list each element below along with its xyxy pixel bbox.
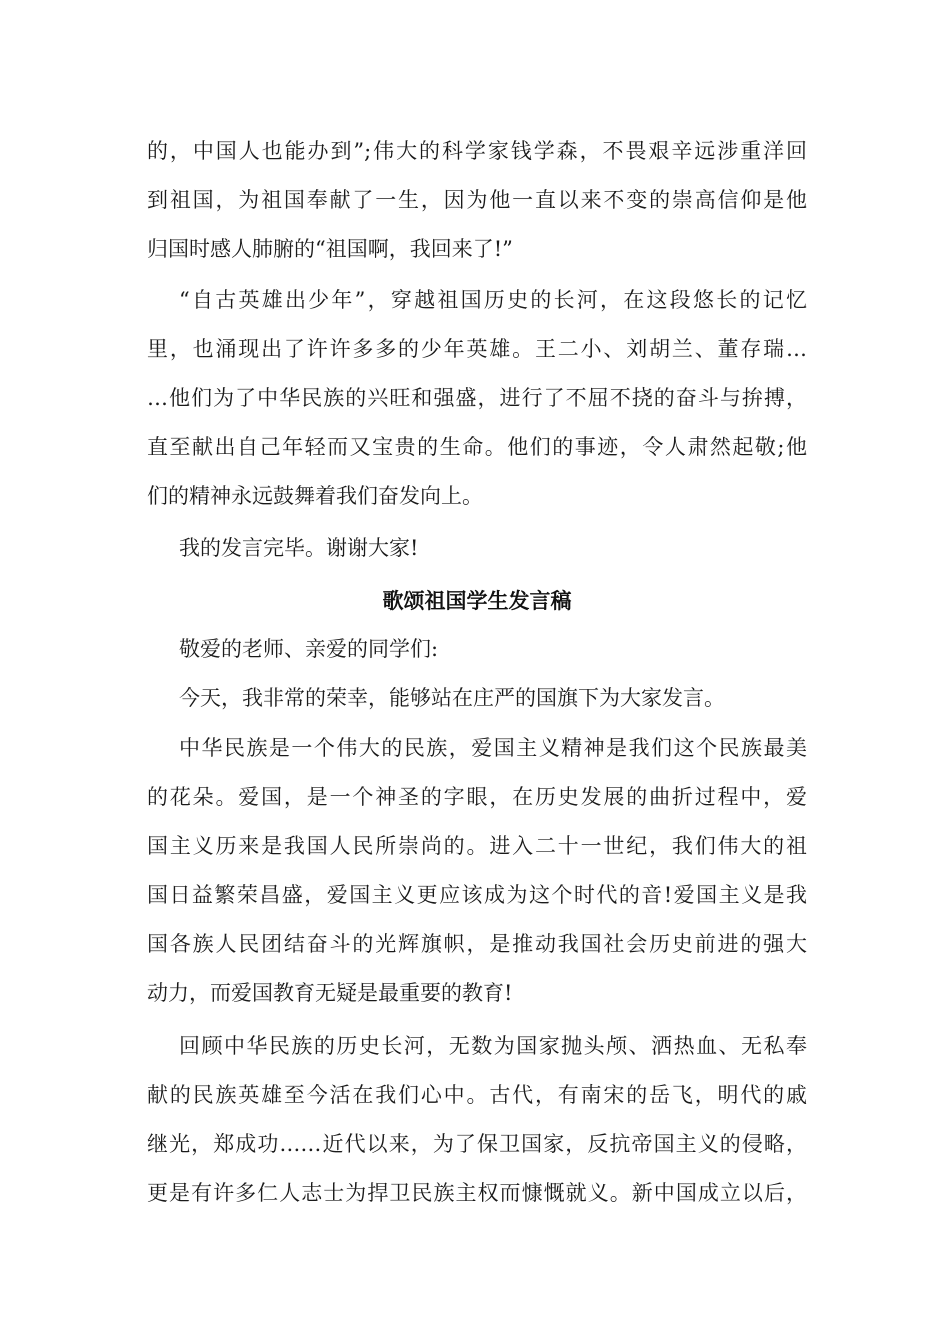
paragraph-intro bbox=[147, 674, 807, 723]
paragraph-line: “自古英雄出少年”，穿越祖国历史的长河，在这段悠长的记忆 bbox=[179, 288, 807, 312]
paragraph-line: 更是有许多仁人志士为捍卫民族主权而慷慨就义。新中国成立以后， bbox=[147, 1181, 807, 1205]
paragraph-line: 我的发言完毕。谢谢大家! bbox=[179, 536, 419, 560]
paragraph-line: 们的精神永远鼓舞着我们奋发向上。 bbox=[147, 484, 483, 508]
paragraph-line: 的花朵。爱国，是一个神圣的字眼，在历史发展的曲折过程中，爱 bbox=[147, 785, 807, 809]
paragraph-line: 敬爱的老师、亲爱的同学们: bbox=[179, 637, 439, 661]
paragraph-line: 到祖国，为祖国奉献了一生，因为他一直以来不变的崇高信仰是他 bbox=[147, 188, 807, 212]
paragraph-line: 的，中国人也能办到”;伟大的科学家钱学森，不畏艰辛远涉重洋回 bbox=[147, 139, 807, 163]
paragraph-line: 归国时感人肺腑的“祖国啊，我回来了!” bbox=[147, 237, 513, 261]
paragraph-line: 里，也涌现出了许许多多的少年英雄。王二小、刘胡兰、董存瑞… bbox=[147, 337, 807, 361]
paragraph-line: 今天，我非常的荣幸，能够站在庄严的国旗下为大家发言。 bbox=[179, 686, 725, 710]
paragraph-patriotism bbox=[147, 724, 807, 1018]
paragraph-young-heroes bbox=[147, 276, 807, 521]
paragraph-line: 国主义历来是我国人民所崇尚的。进入二十一世纪，我们伟大的祖 bbox=[147, 834, 807, 858]
paragraph-line: 献的民族英雄至今活在我们心中。古代，有南宋的岳飞，明代的戚 bbox=[147, 1083, 807, 1107]
paragraph-line: 直至献出自己年轻而又宝贵的生命。他们的事迹，令人肃然起敬;他 bbox=[147, 435, 807, 459]
paragraph-closing bbox=[147, 524, 807, 573]
paragraph-line: …他们为了中华民族的兴旺和强盛，进行了不屈不挠的奋斗与拚搏， bbox=[147, 386, 807, 410]
paragraph-line: 回顾中华民族的历史长河，无数为国家抛头颅、洒热血、无私奉 bbox=[179, 1034, 807, 1058]
document-title: 歌颂祖国学生发言稿 bbox=[382, 588, 572, 613]
paragraph-line: 国各族人民团结奋斗的光辉旗帜，是推动我国社会历史前进的强大 bbox=[147, 932, 807, 956]
paragraph-line: 动力，而爱国教育无疑是最重要的教育! bbox=[147, 981, 513, 1005]
paragraph-line: 中华民族是一个伟大的民族，爱国主义精神是我们这个民族最美 bbox=[179, 736, 807, 760]
paragraph-salutation bbox=[147, 625, 807, 674]
paragraph-continuation bbox=[147, 127, 807, 274]
paragraph-history bbox=[147, 1022, 807, 1218]
paragraph-line: 国日益繁荣昌盛，爱国主义更应该成为这个时代的音!爱国主义是我 bbox=[147, 883, 807, 907]
paragraph-line: 继光，郑成功……近代以来，为了保卫国家，反抗帝国主义的侵略， bbox=[147, 1132, 807, 1156]
